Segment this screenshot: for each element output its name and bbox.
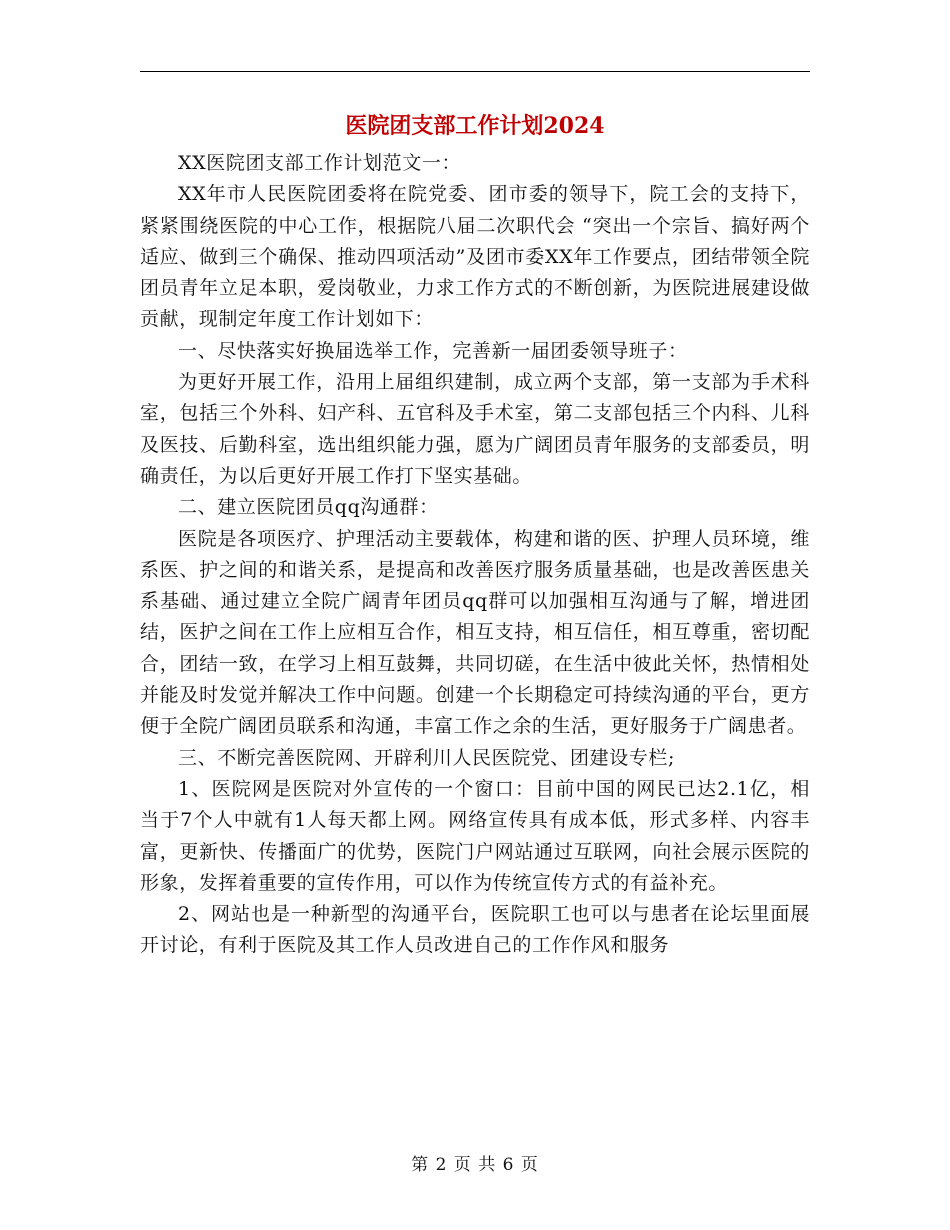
section-heading-1: 一、尽快落实好换届选举工作，完善新一届团委领导班子： bbox=[178, 339, 688, 362]
paragraph-section-3-item-2: 2、网站也是一种新型的沟通平台，医院职工也可以与患者在论坛里面展开讨论，有利于医院及其工作人员改进自己的工作作风和服务 bbox=[140, 903, 810, 957]
paragraph-section-1: 为更好开展工作，沿用上届组织建制，成立两个支部，第一支部为手术科室，包括三个外科、妇产科、五官科及手术室，第二支部包括三个内科、儿科及医技、后勤科室，选出组织能力强，愿为广阔团员青年服务的支部委员，明确责任，为以后更好开展工作打下坚实基础。 bbox=[140, 371, 810, 487]
section-heading-3: 三、不断完善医院网、开辟利川人民医院党、团建设专栏; bbox=[178, 746, 676, 769]
document-title: 医院团支部工作计划2024 bbox=[345, 113, 605, 139]
paragraph-section-3-item-1: 1、医院网是医院对外宣传的一个窗口：目前中国的网民已达2.1亿，相当于7个人中就有1人每天都上网。网络宣传具有成本低，形式多样、内容丰富，更新快、传播面广的优势，医院门户网站通过互联网，向社会展示医院的形象，发挥着重要的宣传作用，可以作为传统宣传方式的有益补充。 bbox=[140, 777, 810, 894]
paragraph-intro: XX医院团支部工作计划范文一： bbox=[178, 152, 462, 174]
paragraph-overview: XX年市人民医院团委将在院党委、团市委的领导下，院工会的支持下，紧紧围绕医院的中心工作，根据院八届二次职代会 “突出一个宗旨、搞好两个适应、做到三个确保、推动四项活动”及团市委XX年工作要点，团结带领全院团员青年立足本职，爱岗敬业，力求工作方式的不断创新，为医院进展建设做贡献，现制定年度工作计划如下： bbox=[140, 183, 810, 331]
paragraph-section-2: 医院是各项医疗、护理活动主要载体，构建和谐的医、护理人员环境，维系医、护之间的和谐关系，是提高和改善医疗服务质量基础，也是改善医患关系基础、通过建立全院广阔青年团员qq群可以加强相互沟通与了解，增进团结，医护之间在工作上应相互合作，相互支持，相互信任，相互尊重，密切配合，团结一致，在学习上相互鼓舞，共同切磋，在生活中彼此关怀，热情相处并能及时发觉并解决工作中问题。创建一个长期稳定可持续沟通的平台，更方便于全院广阔团员联系和沟通，丰富工作之余的生活，更好服务于广阔患者。 bbox=[140, 527, 810, 738]
document-body bbox=[140, 148, 810, 962]
page-number: 第 2 页 共 6 页 bbox=[411, 1155, 539, 1175]
section-heading-2: 二、建立医院团员qq沟通群： bbox=[178, 496, 439, 519]
header-rule bbox=[140, 71, 810, 72]
